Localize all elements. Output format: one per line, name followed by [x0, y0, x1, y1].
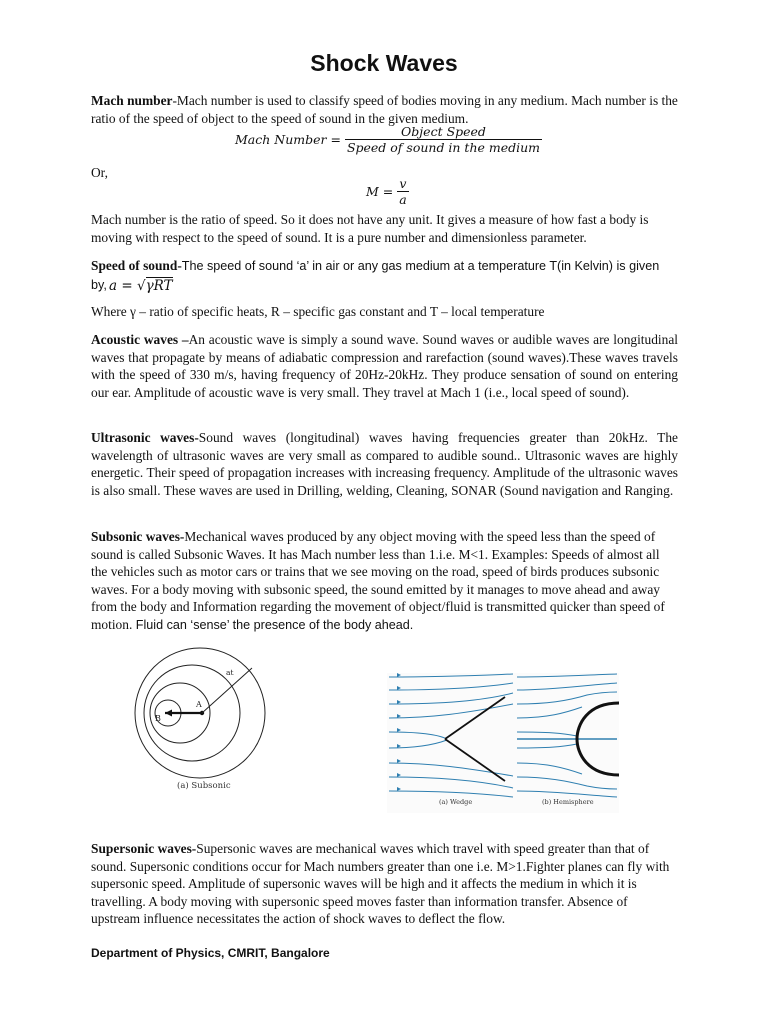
mach-eq-numerator: Object Speed [401, 124, 486, 139]
mach-ratio-denominator: a [399, 192, 407, 207]
label-at: at [226, 668, 234, 677]
figure1-caption: (a) Subsonic [177, 781, 231, 791]
arrowhead-icon [165, 710, 172, 717]
subsonic-waves-paragraph [91, 528, 678, 635]
supersonic-waves-term: Supersonic waves- [91, 841, 197, 856]
speed-of-sound-term: Speed of sound- [91, 258, 182, 273]
subsonic-waves-text: Mechanical waves produced by any object moving with the speed less than the speed of sound is called Subsonic Waves. It has Mach number less than 1.i.e. M<1. Examples: Speeds of almost all the vehicles such as motor cars or trains that we see moving on the road, speed of birds produces subsonic waves. For a body moving with subsonic speed, the sound emitted by it manages to move ahead and away from the body and Information regarding the movement of object/fluid is transmitted quicker than speed of motion. [91, 529, 665, 632]
speed-of-sound-equation: a = √γRT [109, 278, 173, 294]
footer-department: Department of Physics, CMRIT, Bangalore [91, 946, 330, 960]
mach-number-text: -Mach number is used to classify speed of bodies moving in any medium. Mach number is the ratio of the speed of object to the speed of sound in the given medium. [91, 93, 678, 126]
mach-number-equation [235, 124, 542, 155]
label-a: A [196, 700, 202, 709]
mach-ratio-equation [366, 176, 409, 207]
flow-streamline-diagram [387, 673, 619, 813]
mach-number-paragraph [91, 92, 678, 127]
supersonic-waves-paragraph [91, 840, 678, 928]
label-b: B [155, 714, 161, 723]
sound-eq-radicand: γRT [145, 278, 173, 294]
figure2-background [387, 673, 619, 813]
speed-of-sound-text: The speed of sound ‘a’ in air or any gas medium at a temperature T(in Kelvin) is given by, [91, 259, 660, 292]
mach-ratio-lhs: M = [366, 184, 394, 199]
mach-number-term: Mach number [91, 93, 173, 108]
figure2-caption-hemisphere: (b) Hemisphere [542, 798, 594, 806]
acoustic-waves-text: An acoustic wave is simply a sound wave. Sound waves or audible waves are longitudinal waves that propagate by means of adiabatic compression and rarefaction (sound waves).These waves travels with the speed of 330 m/s, having frequency of 20Hz-20kHz. They produce sensation of sound on entering our ear. Amplitude of acoustic wave is very small. They travel at Mach 1 (i.e., local speed of sound). [91, 332, 678, 400]
page-title: Shock Waves [310, 50, 458, 76]
ultrasonic-waves-term: Ultrasonic waves- [91, 430, 199, 445]
figure2-caption-wedge: (a) Wedge [439, 798, 473, 806]
or-label: Or, [91, 165, 108, 180]
ultrasonic-waves-text: Sound waves (longitudinal) waves having frequencies greater than 20kHz. The wavelength of ultrasonic waves are very small as compared to audible sound.. Ultrasonic waves are highly energetic. Their speed of propagation increases with increasing frequency. Amplitude of the ultrasonic waves is also small. These waves are used in Drilling, welding, Cleaning, SONAR (Sound navigation and Ranging. [91, 430, 679, 498]
supersonic-waves-text: Supersonic waves are mechanical waves which travel with speed greater than that of sound. Supersonic conditions occur for Mach numbers greater than one i.e. M>1.Fighter planes can fly with supersonic speed. Amplitude of supersonic waves will be high and it affects the medium in which it is travelling. A body moving with supersonic speed moves faster than information transfer. Absence of upstream influence necessitates the action of shock waves to deflect the flow. [91, 841, 670, 927]
mach-number-description: Mach number is the ratio of speed. So it does not have any unit. It gives a measure of how fast a body is moving with respect to the speed of sound. It is a pure number and dimensionless parameter. [91, 212, 649, 245]
where-definitions: Where γ – ratio of specific heats, R – specific gas constant and T – local temperature [91, 304, 545, 319]
speed-of-sound-paragraph [91, 257, 678, 294]
mach-eq-denominator: Speed of sound in the medium [346, 140, 541, 155]
sound-eq-lhs: a = [109, 278, 133, 294]
subsonic-waves-term: Subsonic waves- [91, 529, 185, 544]
mach-ratio-numerator: v [399, 176, 407, 191]
ultrasonic-waves-paragraph [91, 429, 678, 499]
acoustic-waves-term: Acoustic waves – [91, 332, 189, 347]
subsonic-waves-tail: Fluid can ‘sense’ the presence of the body ahead. [132, 617, 414, 632]
acoustic-waves-paragraph [91, 331, 678, 401]
subsonic-wave-diagram [130, 645, 280, 795]
mach-eq-lhs: Mach Number = [235, 132, 341, 147]
